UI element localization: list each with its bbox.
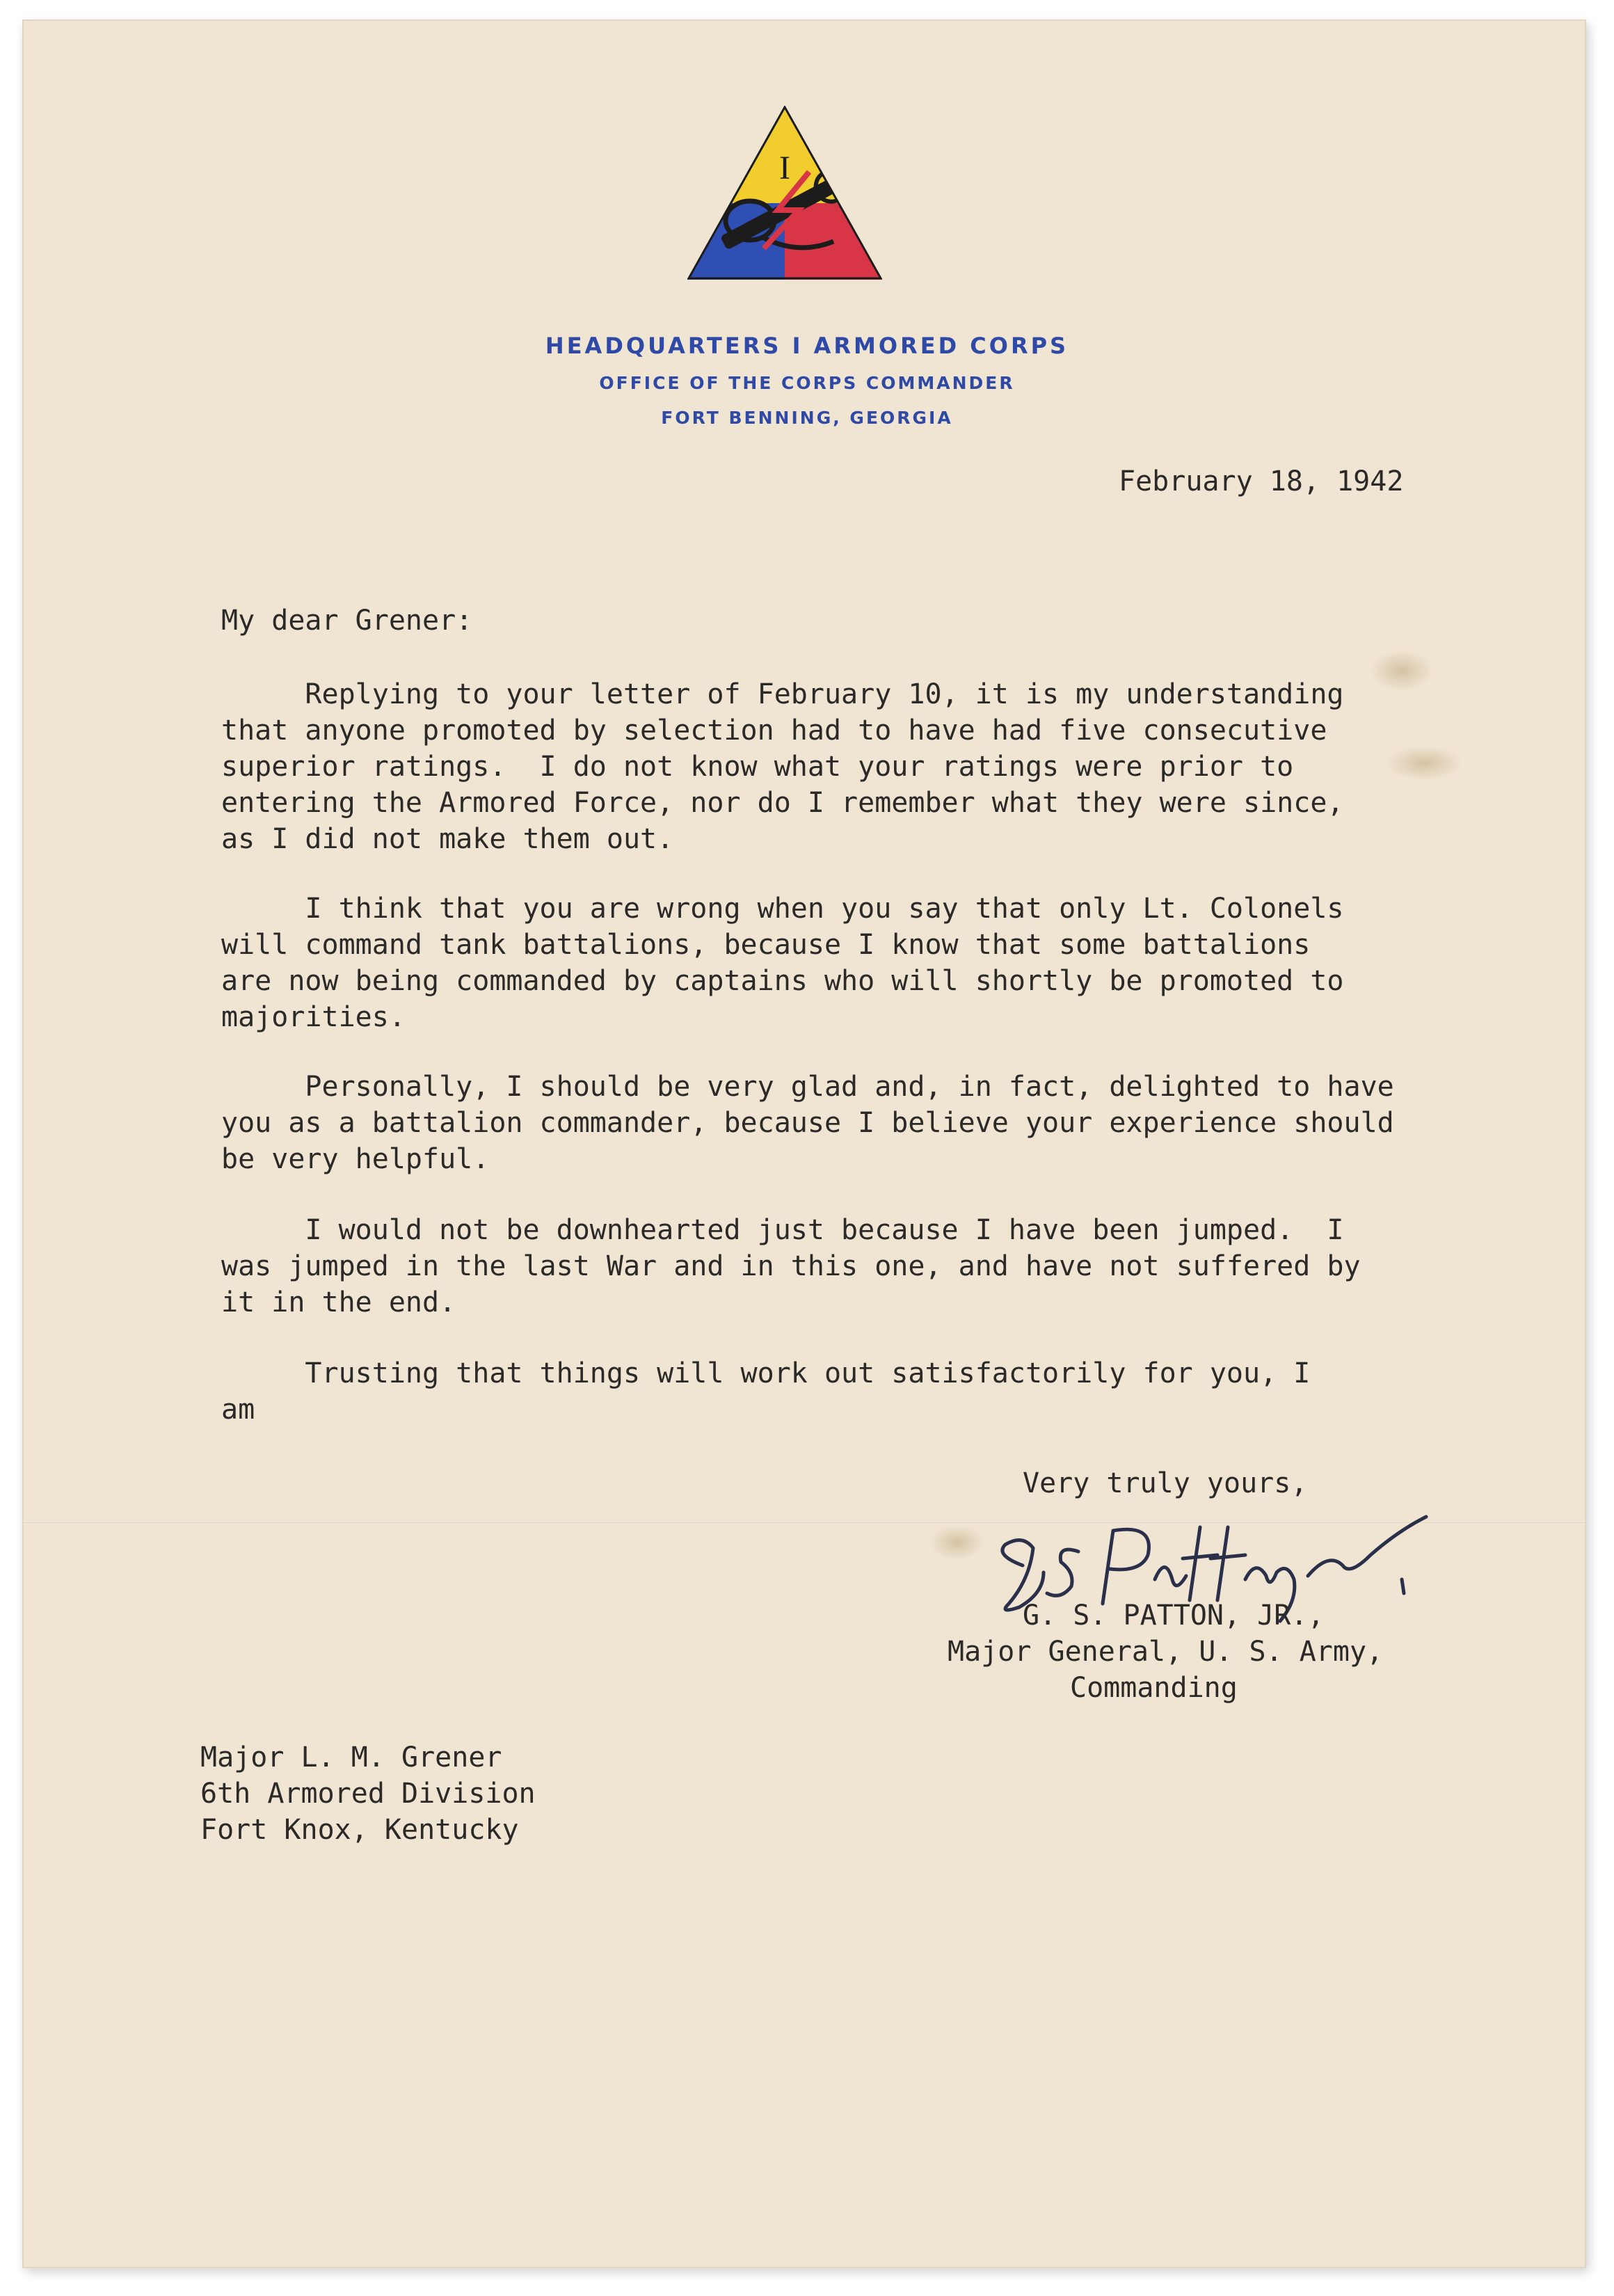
body-line: I would not be downhearted just because I have been jumped. I [221,1214,1344,1246]
body-line: be very helpful. [221,1143,490,1175]
signer-name: G. S. PATTON, JR., [1023,1600,1325,1632]
body-line: majorities. [221,1001,406,1033]
letterhead-office: OFFICE OF THE CORPS COMMANDER [599,373,1015,393]
body-line: you as a battalion commander, because I believe your experience should [221,1107,1394,1139]
letterhead-title: HEADQUARTERS I ARMORED CORPS [545,333,1069,359]
body-line: will command tank battalions, because I know that some battalions [221,929,1311,961]
armored-corps-emblem [687,106,882,280]
recipient-unit: 6th Armored Division [200,1778,536,1810]
body-line: as I did not make them out. [221,823,674,855]
body-line: Replying to your letter of February 10, it is my understanding [221,678,1344,710]
paper-stain [929,1525,985,1560]
signer-role: Commanding [1070,1672,1238,1704]
body-line: are now being commanded by captains who will shortly be promoted to [221,965,1344,997]
body-line: am [221,1394,255,1426]
recipient-name: Major L. M. Grener [200,1741,502,1773]
body-line: entering the Armored Force, nor do I remember what they were since, [221,787,1344,819]
closing: Very truly yours, [1023,1467,1308,1499]
paper-stain [1371,650,1433,692]
paper-stain [1386,746,1462,781]
salutation: My dear Grener: [221,605,473,637]
letter-date: February 18, 1942 [1119,465,1404,497]
body-line: superior ratings. I do not know what your ratings were prior to [221,751,1294,783]
body-line: was jumped in the last War and in this one, and have not suffered by [221,1250,1361,1282]
body-line: that anyone promoted by selection had to have had five consecutive [221,715,1327,747]
emblem-numeral: I [779,150,790,186]
recipient-location: Fort Knox, Kentucky [200,1814,519,1846]
body-line: it in the end. [221,1286,456,1318]
body-line: Trusting that things will work out satisfactorily for you, I [221,1357,1311,1389]
body-line: Personally, I should be very glad and, in fact, delighted to have [221,1071,1394,1103]
letterhead-location: FORT BENNING, GEORGIA [661,408,953,428]
signer-title: Major General, U. S. Army, [948,1636,1384,1668]
body-line: I think that you are wrong when you say that only Lt. Colonels [221,893,1344,925]
